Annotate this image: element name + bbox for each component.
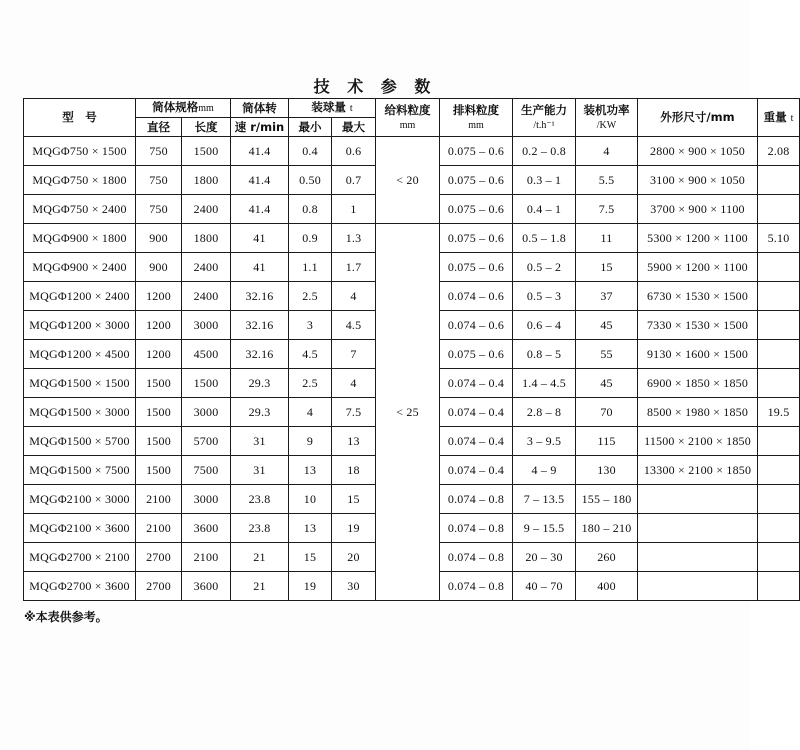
cell-capacity: 3 – 9.5 [513, 427, 576, 456]
cell-weight: 19.5 [758, 398, 800, 427]
cell-length: 3600 [182, 514, 231, 543]
header-rotation-speed-line1: 筒体转 [231, 99, 289, 118]
cell-outline-dimensions: 13300 × 2100 × 1850 [638, 456, 758, 485]
cell-power: 4 [576, 137, 638, 166]
cell-weight [758, 340, 800, 369]
cell-discharge-size: 0.074 – 0.8 [440, 572, 513, 601]
header-barrel-spec-unit: mm [198, 103, 214, 115]
cell-capacity: 20 – 30 [513, 543, 576, 572]
cell-ball-max: 0.7 [332, 166, 376, 195]
header-capacity [513, 99, 576, 137]
cell-length: 7500 [182, 456, 231, 485]
cell-ball-max: 1 [332, 195, 376, 224]
cell-power: 5.5 [576, 166, 638, 195]
footer-note: ※本表供参考。 [24, 610, 108, 624]
cell-model: MQGΦ750 × 2400 [24, 195, 136, 224]
cell-diameter: 2700 [136, 543, 182, 572]
cell-model: MQGΦ900 × 1800 [24, 224, 136, 253]
cell-diameter: 1500 [136, 427, 182, 456]
cell-ball-max: 19 [332, 514, 376, 543]
cell-capacity: 0.3 – 1 [513, 166, 576, 195]
cell-ball-min: 9 [289, 427, 332, 456]
cell-discharge-size: 0.074 – 0.4 [440, 427, 513, 456]
cell-diameter: 1500 [136, 456, 182, 485]
cell-diameter: 2700 [136, 572, 182, 601]
cell-outline-dimensions: 8500 × 1980 × 1850 [638, 398, 758, 427]
header-model: 型 号 [24, 99, 136, 137]
header-barrel-spec [136, 99, 231, 118]
table-header [24, 99, 800, 137]
cell-capacity: 7 – 13.5 [513, 485, 576, 514]
cell-power: 115 [576, 427, 638, 456]
cell-outline-dimensions: 9130 × 1600 × 1500 [638, 340, 758, 369]
cell-weight [758, 166, 800, 195]
cell-power: 400 [576, 572, 638, 601]
cell-ball-min: 19 [289, 572, 332, 601]
header-capacity-line2: /t.h⁻¹ [533, 119, 555, 131]
cell-diameter: 750 [136, 137, 182, 166]
header-rotation-speed-line2: 速 r/min [231, 118, 289, 137]
cell-ball-max: 4 [332, 369, 376, 398]
cell-length: 3000 [182, 485, 231, 514]
cell-outline-dimensions [638, 514, 758, 543]
cell-discharge-size: 0.074 – 0.6 [440, 282, 513, 311]
cell-model: MQGΦ900 × 2400 [24, 253, 136, 282]
cell-weight [758, 311, 800, 340]
cell-power: 15 [576, 253, 638, 282]
cell-length: 2100 [182, 543, 231, 572]
cell-outline-dimensions: 7330 × 1530 × 1500 [638, 311, 758, 340]
cell-weight: 2.08 [758, 137, 800, 166]
cell-weight [758, 253, 800, 282]
cell-weight [758, 195, 800, 224]
cell-rotation-speed: 29.3 [231, 398, 289, 427]
cell-length: 1800 [182, 166, 231, 195]
cell-power: 180 – 210 [576, 514, 638, 543]
cell-ball-min: 13 [289, 456, 332, 485]
cell-weight [758, 485, 800, 514]
cell-ball-max: 4 [332, 282, 376, 311]
cell-ball-max: 20 [332, 543, 376, 572]
header-row-top [24, 99, 800, 118]
header-weight-label: 重量 [763, 109, 787, 124]
cell-rotation-speed: 29.3 [231, 369, 289, 398]
cell-power: 45 [576, 311, 638, 340]
cell-outline-dimensions: 6730 × 1530 × 1500 [638, 282, 758, 311]
cell-model: MQGΦ2700 × 3600 [24, 572, 136, 601]
header-diameter: 直径 [136, 118, 182, 137]
cell-power: 11 [576, 224, 638, 253]
cell-weight [758, 456, 800, 485]
cell-model: MQGΦ750 × 1800 [24, 166, 136, 195]
cell-weight [758, 282, 800, 311]
cell-ball-min: 15 [289, 543, 332, 572]
spec-table-container [23, 98, 794, 601]
cell-power: 45 [576, 369, 638, 398]
cell-outline-dimensions: 2800 × 900 × 1050 [638, 137, 758, 166]
cell-capacity: 40 – 70 [513, 572, 576, 601]
cell-model: MQGΦ2100 × 3000 [24, 485, 136, 514]
cell-model: MQGΦ1200 × 3000 [24, 311, 136, 340]
cell-ball-min: 0.9 [289, 224, 332, 253]
technical-parameters-table [23, 98, 800, 601]
cell-discharge-size: 0.074 – 0.8 [440, 514, 513, 543]
cell-discharge-size: 0.075 – 0.6 [440, 253, 513, 282]
cell-diameter: 1500 [136, 398, 182, 427]
cell-feed-size: < 20 [376, 137, 440, 224]
cell-diameter: 2100 [136, 485, 182, 514]
cell-rotation-speed: 23.8 [231, 485, 289, 514]
cell-length: 4500 [182, 340, 231, 369]
header-feed-size [376, 99, 440, 137]
header-barrel-spec-label: 筒体规格 [152, 100, 199, 115]
cell-model: MQGΦ750 × 1500 [24, 137, 136, 166]
cell-power: 130 [576, 456, 638, 485]
page-title: 技 术 参 数 [313, 77, 437, 96]
cell-discharge-size: 0.075 – 0.6 [440, 137, 513, 166]
cell-capacity: 0.8 – 5 [513, 340, 576, 369]
cell-ball-min: 10 [289, 485, 332, 514]
cell-power: 37 [576, 282, 638, 311]
cell-discharge-size: 0.074 – 0.6 [440, 311, 513, 340]
cell-capacity: 4 – 9 [513, 456, 576, 485]
cell-ball-min: 1.1 [289, 253, 332, 282]
cell-diameter: 750 [136, 195, 182, 224]
header-ball-load [289, 99, 376, 118]
cell-capacity: 0.5 – 3 [513, 282, 576, 311]
cell-outline-dimensions: 11500 × 2100 × 1850 [638, 427, 758, 456]
cell-diameter: 900 [136, 253, 182, 282]
cell-rotation-speed: 41.4 [231, 195, 289, 224]
cell-ball-min: 4 [289, 398, 332, 427]
cell-outline-dimensions [638, 485, 758, 514]
header-ball-load-label: 装球量 [311, 100, 346, 115]
cell-model: MQGΦ1500 × 7500 [24, 456, 136, 485]
cell-rotation-speed: 41 [231, 253, 289, 282]
cell-length: 3600 [182, 572, 231, 601]
cell-outline-dimensions: 5300 × 1200 × 1100 [638, 224, 758, 253]
cell-discharge-size: 0.075 – 0.6 [440, 166, 513, 195]
cell-discharge-size: 0.074 – 0.8 [440, 543, 513, 572]
cell-length: 3000 [182, 398, 231, 427]
cell-power: 70 [576, 398, 638, 427]
cell-model: MQGΦ1500 × 5700 [24, 427, 136, 456]
header-feed-size-line1: 给料粒度 [384, 102, 431, 117]
header-weight [758, 99, 800, 137]
cell-ball-max: 7.5 [332, 398, 376, 427]
cell-ball-min: 0.8 [289, 195, 332, 224]
cell-ball-max: 1.3 [332, 224, 376, 253]
cell-rotation-speed: 32.16 [231, 311, 289, 340]
header-feed-size-line2: mm [399, 119, 416, 131]
cell-length: 2400 [182, 195, 231, 224]
cell-rotation-speed: 21 [231, 543, 289, 572]
cell-outline-dimensions: 3700 × 900 × 1100 [638, 195, 758, 224]
cell-outline-dimensions [638, 543, 758, 572]
cell-length: 2400 [182, 282, 231, 311]
header-discharge-size [440, 99, 513, 137]
cell-ball-min: 4.5 [289, 340, 332, 369]
cell-rotation-speed: 32.16 [231, 282, 289, 311]
header-power [576, 99, 638, 137]
cell-capacity: 2.8 – 8 [513, 398, 576, 427]
header-ball-min: 最小 [289, 118, 332, 137]
cell-diameter: 1200 [136, 340, 182, 369]
cell-capacity: 0.4 – 1 [513, 195, 576, 224]
cell-length: 1500 [182, 137, 231, 166]
cell-rotation-speed: 31 [231, 456, 289, 485]
cell-rotation-speed: 41 [231, 224, 289, 253]
header-outline-dimensions: 外形尺寸/mm [638, 99, 758, 137]
cell-weight [758, 514, 800, 543]
cell-capacity: 9 – 15.5 [513, 514, 576, 543]
cell-weight [758, 427, 800, 456]
cell-rotation-speed: 21 [231, 572, 289, 601]
table-row [24, 224, 800, 253]
cell-ball-max: 30 [332, 572, 376, 601]
cell-outline-dimensions: 3100 × 900 × 1050 [638, 166, 758, 195]
cell-capacity: 0.5 – 2 [513, 253, 576, 282]
cell-length: 1500 [182, 369, 231, 398]
cell-ball-max: 1.7 [332, 253, 376, 282]
cell-capacity: 0.5 – 1.8 [513, 224, 576, 253]
cell-ball-min: 3 [289, 311, 332, 340]
cell-ball-min: 0.4 [289, 137, 332, 166]
cell-ball-max: 7 [332, 340, 376, 369]
table-row [24, 137, 800, 166]
cell-ball-max: 18 [332, 456, 376, 485]
cell-ball-min: 0.50 [289, 166, 332, 195]
cell-capacity: 1.4 – 4.5 [513, 369, 576, 398]
header-ball-max: 最大 [332, 118, 376, 137]
header-power-line1: 装机功率 [583, 102, 630, 117]
cell-outline-dimensions [638, 572, 758, 601]
cell-model: MQGΦ1200 × 2400 [24, 282, 136, 311]
cell-capacity: 0.6 – 4 [513, 311, 576, 340]
cell-discharge-size: 0.074 – 0.4 [440, 369, 513, 398]
cell-diameter: 1200 [136, 282, 182, 311]
cell-ball-max: 15 [332, 485, 376, 514]
header-weight-unit: t [790, 112, 794, 124]
cell-model: MQGΦ1500 × 1500 [24, 369, 136, 398]
cell-discharge-size: 0.074 – 0.4 [440, 398, 513, 427]
cell-power: 7.5 [576, 195, 638, 224]
cell-discharge-size: 0.075 – 0.6 [440, 195, 513, 224]
header-ball-load-unit: t [349, 103, 353, 115]
header-discharge-size-line1: 排料粒度 [453, 102, 500, 117]
cell-ball-min: 2.5 [289, 369, 332, 398]
cell-model: MQGΦ1500 × 3000 [24, 398, 136, 427]
cell-ball-min: 13 [289, 514, 332, 543]
cell-discharge-size: 0.075 – 0.6 [440, 340, 513, 369]
cell-rotation-speed: 31 [231, 427, 289, 456]
cell-diameter: 1500 [136, 369, 182, 398]
cell-discharge-size: 0.074 – 0.4 [440, 456, 513, 485]
cell-rotation-speed: 41.4 [231, 137, 289, 166]
cell-weight [758, 543, 800, 572]
cell-length: 1800 [182, 224, 231, 253]
cell-rotation-speed: 23.8 [231, 514, 289, 543]
cell-feed-size: < 25 [376, 224, 440, 601]
header-power-line2: /KW [596, 119, 617, 131]
cell-weight [758, 572, 800, 601]
cell-capacity: 0.2 – 0.8 [513, 137, 576, 166]
cell-model: MQGΦ2100 × 3600 [24, 514, 136, 543]
cell-discharge-size: 0.074 – 0.8 [440, 485, 513, 514]
cell-outline-dimensions: 6900 × 1850 × 1850 [638, 369, 758, 398]
cell-model: MQGΦ1200 × 4500 [24, 340, 136, 369]
cell-rotation-speed: 32.16 [231, 340, 289, 369]
cell-ball-max: 13 [332, 427, 376, 456]
cell-length: 5700 [182, 427, 231, 456]
cell-discharge-size: 0.075 – 0.6 [440, 224, 513, 253]
cell-outline-dimensions: 5900 × 1200 × 1100 [638, 253, 758, 282]
header-discharge-size-line2: mm [468, 119, 484, 131]
cell-diameter: 750 [136, 166, 182, 195]
table-body [24, 137, 800, 601]
cell-diameter: 2100 [136, 514, 182, 543]
cell-power: 260 [576, 543, 638, 572]
cell-ball-max: 4.5 [332, 311, 376, 340]
header-capacity-line1: 生产能力 [521, 102, 568, 117]
cell-power: 55 [576, 340, 638, 369]
cell-power: 155 – 180 [576, 485, 638, 514]
cell-diameter: 1200 [136, 311, 182, 340]
header-length: 长度 [182, 118, 231, 137]
cell-length: 2400 [182, 253, 231, 282]
cell-ball-max: 0.6 [332, 137, 376, 166]
cell-rotation-speed: 41.4 [231, 166, 289, 195]
cell-weight: 5.10 [758, 224, 800, 253]
cell-model: MQGΦ2700 × 2100 [24, 543, 136, 572]
cell-weight [758, 369, 800, 398]
cell-ball-min: 2.5 [289, 282, 332, 311]
cell-length: 3000 [182, 311, 231, 340]
cell-diameter: 900 [136, 224, 182, 253]
